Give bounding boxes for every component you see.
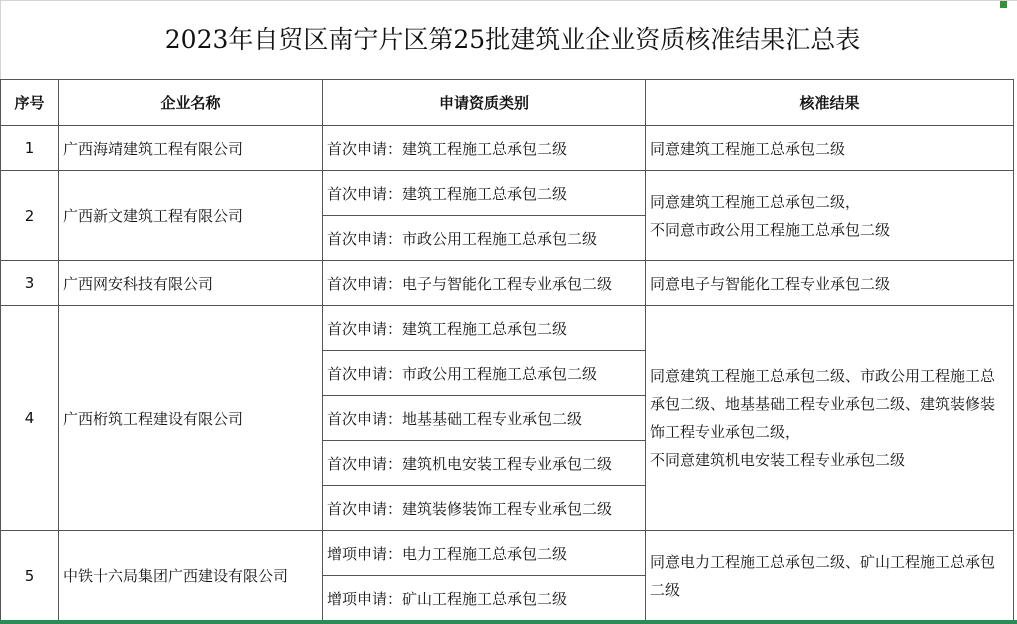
result-line: 同意电子与智能化工程专业承包二级	[650, 274, 891, 293]
table-row	[1, 126, 1014, 171]
row-no: 2	[1, 171, 59, 261]
result-line: 同意建筑工程施工总承包二级、市政公用工程施工总承包二级、地基基础工程专业承包二级、建筑装修装饰工程专业承包二级，	[650, 367, 996, 441]
application-item: 首次申请：建筑工程施工总承包二级	[323, 126, 646, 171]
header-application-type: 申请资质类别	[323, 80, 646, 126]
table-header-row	[1, 80, 1014, 126]
result-line: 同意建筑工程施工总承包二级	[650, 139, 846, 158]
company-name: 广西海靖建筑工程有限公司	[59, 126, 323, 171]
company-name: 广西网安科技有限公司	[59, 261, 323, 306]
header-no: 序号	[1, 80, 59, 126]
result-cell	[646, 306, 1014, 531]
application-item: 首次申请：建筑工程施工总承包二级	[323, 171, 646, 216]
table-row	[1, 171, 1014, 216]
application-item: 首次申请：地基基础工程专业承包二级	[323, 396, 646, 441]
application-item: 首次申请：市政公用工程施工总承包二级	[323, 216, 646, 261]
application-item: 增项申请：电力工程施工总承包二级	[323, 531, 646, 576]
company-name: 广西新文建筑工程有限公司	[59, 171, 323, 261]
application-item: 增项申请：矿山工程施工总承包二级	[323, 576, 646, 621]
application-item: 首次申请：建筑工程施工总承包二级	[323, 306, 646, 351]
row-no: 5	[1, 531, 59, 621]
header-result: 核准结果	[646, 80, 1014, 126]
row-no: 4	[1, 306, 59, 531]
result-cell	[646, 261, 1014, 306]
application-item: 首次申请：建筑机电安装工程专业承包二级	[323, 441, 646, 486]
result-cell	[646, 126, 1014, 171]
row-no: 1	[1, 126, 59, 171]
application-item: 首次申请：建筑装修装饰工程专业承包二级	[323, 486, 646, 531]
result-cell	[646, 171, 1014, 261]
result-line: 不同意市政公用工程施工总承包二级	[650, 220, 891, 239]
application-item: 首次申请：市政公用工程施工总承包二级	[323, 351, 646, 396]
company-name: 中铁十六局集团广西建设有限公司	[59, 531, 323, 621]
table-row	[1, 261, 1014, 306]
result-line: 同意电力工程施工总承包二级、矿山工程施工总承包二级	[650, 552, 996, 599]
table-row	[1, 531, 1014, 576]
row-no: 3	[1, 261, 59, 306]
result-line: 同意建筑工程施工总承包二级，	[650, 192, 861, 211]
sheet-tab-bar	[0, 620, 1017, 624]
result-line: 不同意建筑机电安装工程专业承包二级	[650, 451, 906, 469]
company-name: 广西桁筑工程建设有限公司	[59, 306, 323, 531]
page-title: 2023年自贸区南宁片区第25批建筑业企业资质核准结果汇总表	[164, 25, 861, 54]
results-table	[0, 79, 1014, 621]
header-company: 企业名称	[59, 80, 323, 126]
result-cell	[646, 531, 1014, 621]
application-item: 首次申请：电子与智能化工程专业承包二级	[323, 261, 646, 306]
table-row	[1, 306, 1014, 351]
